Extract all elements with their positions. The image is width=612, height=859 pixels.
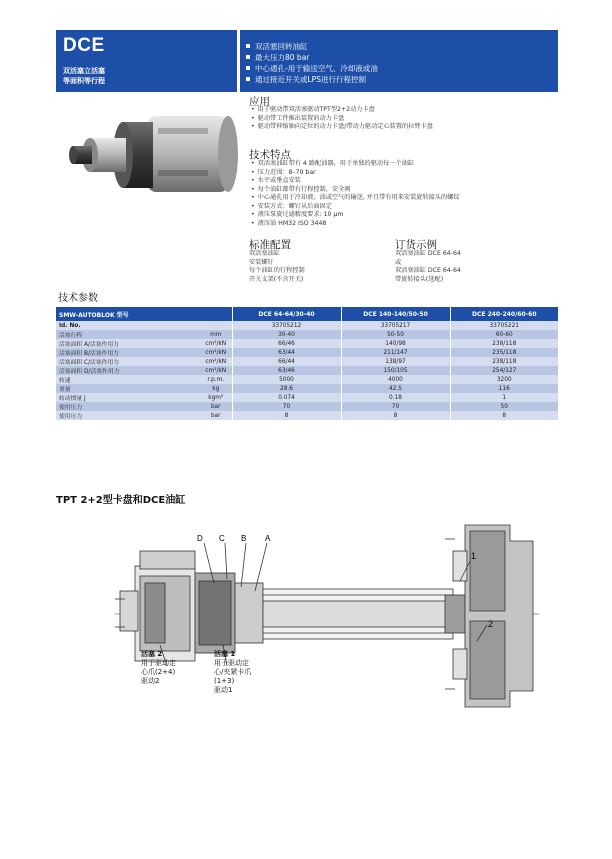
cell: 238/118	[450, 339, 558, 348]
cylinder-product-image	[68, 108, 246, 208]
list-item: • 驱动带工件推出装置的动力卡盘	[251, 115, 433, 124]
row-unit: cm²/kN	[200, 357, 232, 366]
list-item: • 压力范围：8–70 bar	[251, 169, 460, 178]
cell: 70	[341, 402, 450, 411]
piston-1-line: 心/夹紧卡爪	[214, 668, 252, 676]
tech-params-table	[56, 307, 558, 420]
list-item: • 液压泵旋过滤精度要求: 10 μm	[251, 211, 460, 220]
row-label: 活塞面积 A/活塞作用力	[56, 339, 200, 348]
row-label: 转速	[56, 375, 200, 384]
cell: 211/147	[341, 348, 450, 357]
piston-2-label	[141, 650, 176, 686]
row-label: 转动惯量 J	[56, 393, 200, 402]
column-header: DCE 240-240/60-60	[450, 307, 558, 321]
cell: 50	[450, 402, 558, 411]
order-heading: 订货示例	[395, 239, 437, 251]
label-1: 1	[471, 551, 477, 561]
label-d: D	[197, 534, 203, 543]
cell: 8	[341, 411, 450, 420]
cell: 8	[232, 411, 341, 420]
cell: 4000	[341, 375, 450, 384]
cell: 3200	[450, 375, 558, 384]
piston-2-line: 驱动2	[141, 677, 160, 685]
label-c: C	[219, 534, 225, 543]
list-item: 双活塞油缸	[249, 250, 280, 257]
feature-item: 最大压力80 bar	[246, 52, 309, 63]
row-label: Id. No.	[56, 321, 200, 330]
row-label: 活塞面积 C/活塞作用力	[56, 357, 200, 366]
cell: 33705217	[341, 321, 450, 330]
cell: 50-50	[341, 330, 450, 339]
list-item: 双活塞油缸 DCE 64-64	[395, 267, 461, 274]
cell: 5000	[232, 375, 341, 384]
table-row	[56, 321, 558, 330]
subtitle-line-1: 双活塞立活塞	[63, 67, 105, 75]
table-row	[56, 330, 558, 339]
row-unit: mm	[200, 330, 232, 339]
row-unit	[200, 321, 232, 330]
column-header: DCE 64-64/30-40	[232, 307, 341, 321]
list-item: 双活塞油缸 DCE 64-64	[395, 250, 461, 257]
row-unit: bar	[200, 411, 232, 420]
cell: 28.6	[232, 384, 341, 393]
row-unit: cm²/kN	[200, 339, 232, 348]
standard-heading: 标准配置	[249, 239, 291, 251]
cell: 116	[450, 384, 558, 393]
cell: 0.18	[341, 393, 450, 402]
cell: 238/118	[450, 357, 558, 366]
cell: 66/44	[232, 357, 341, 366]
cell: 60-60	[450, 330, 558, 339]
tech-params-heading: 技术参数	[58, 293, 98, 304]
list-item: • 液压油 HM32 ISO 3448	[251, 220, 460, 229]
feature-item: 中心通孔-用于输送空气、冷却液或油	[246, 63, 378, 74]
cell: 33705221	[450, 321, 558, 330]
cell: 63/46	[232, 366, 341, 375]
row-label: 使用压力	[56, 411, 200, 420]
list-item: • 中心通孔用于冷却液、油或空气的输送, 并且带有用来安装旋转接头的螺纹	[251, 194, 460, 203]
order-list	[395, 250, 461, 284]
piston-2-line: 用于驱动定	[141, 659, 176, 667]
application-list	[251, 106, 433, 132]
label-b: B	[241, 534, 247, 543]
row-unit: cm²/kN	[200, 366, 232, 375]
column-header: DCE 140-140/50-50	[341, 307, 450, 321]
cell: 235/118	[450, 348, 558, 357]
piston-2-title: 活塞 2	[141, 650, 163, 658]
application-heading: 应用	[249, 96, 270, 108]
cell: 0.074	[232, 393, 341, 402]
list-item: 安装螺钉	[249, 258, 274, 266]
table-row	[56, 411, 558, 420]
cell: 1	[450, 393, 558, 402]
list-item: 或	[395, 258, 402, 266]
row-label: 活塞面积 B/活塞作用力	[56, 348, 200, 357]
list-item: 开关支架(不含开关)	[249, 275, 304, 283]
feature-item: 双活塞回转油缸	[246, 41, 308, 52]
model-title: DCE	[63, 35, 105, 56]
drawing-title: TPT 2+2型卡盘和DCE油缸	[56, 495, 186, 506]
table-row	[56, 339, 558, 348]
header-type: SMW-AUTOBLOK 型号	[56, 307, 232, 321]
table-row	[56, 375, 558, 384]
table-row	[56, 348, 558, 357]
list-item: • 每个油缸都带有行程控制，安全阀	[251, 186, 460, 195]
row-label: 活塞面积 D/活塞作用力	[56, 366, 200, 375]
label-2: 2	[488, 619, 494, 629]
cell: 150/105	[341, 366, 450, 375]
table-row	[56, 366, 558, 375]
row-label: 活塞行程	[56, 330, 200, 339]
features-list	[251, 160, 460, 228]
row-unit: cm²/kN	[200, 348, 232, 357]
table-row	[56, 384, 558, 393]
piston-1-line: 用于驱动定	[214, 659, 249, 667]
cell: 138/97	[341, 357, 450, 366]
cell: 66/46	[232, 339, 341, 348]
subtitle-line-2: 等面积等行程	[63, 77, 105, 85]
table-header-row	[56, 307, 558, 321]
row-unit: r.p.m.	[200, 375, 232, 384]
list-item: • 安装方式：螺钉从后面固定	[251, 203, 460, 212]
cell: 30-40	[232, 330, 341, 339]
table-row	[56, 393, 558, 402]
cell: 42.5	[341, 384, 450, 393]
list-item: • 驱动带伸缩轴向定位的动力卡盘/带动力驱动定心装置的拉臂卡盘	[251, 123, 433, 132]
table-row	[56, 357, 558, 366]
features-heading: 技术特点	[249, 149, 291, 161]
standard-list	[249, 250, 305, 284]
row-unit: kg	[200, 384, 232, 393]
cell: 140/98	[341, 339, 450, 348]
label-a: A	[265, 534, 271, 543]
list-item: • 双活塞油缸带有 4 路配油器，用于单独的驱动每一个油缸	[251, 160, 460, 169]
list-item: 每个油缸的行程控制	[249, 267, 305, 274]
chuck-cylinder-drawing	[115, 521, 545, 711]
piston-1-title: 活塞 1	[214, 650, 236, 658]
row-unit: bar	[200, 402, 232, 411]
cell: 63/44	[232, 348, 341, 357]
piston-1-label	[214, 650, 251, 695]
piston-1-line: 驱动1	[214, 686, 233, 694]
row-label: 重量	[56, 384, 200, 393]
row-unit: kgm²	[200, 393, 232, 402]
piston-2-line: 心爪(2+4)	[141, 668, 176, 676]
list-item: • 用于驱动带双活塞驱动TPT型2+2动力卡盘	[251, 106, 433, 115]
list-item: 带旋转接头(选配)	[395, 275, 444, 283]
list-item: • 水平或垂直安装	[251, 177, 460, 186]
cell: 33705212	[232, 321, 341, 330]
cell: 8	[450, 411, 558, 420]
table-row	[56, 402, 558, 411]
cell: 70	[232, 402, 341, 411]
feature-item: 通过接近开关或LPS进行行程控制	[246, 74, 366, 85]
piston-1-line: (1+3)	[214, 677, 235, 685]
row-label: 使用压力	[56, 402, 200, 411]
cell: 254/127	[450, 366, 558, 375]
